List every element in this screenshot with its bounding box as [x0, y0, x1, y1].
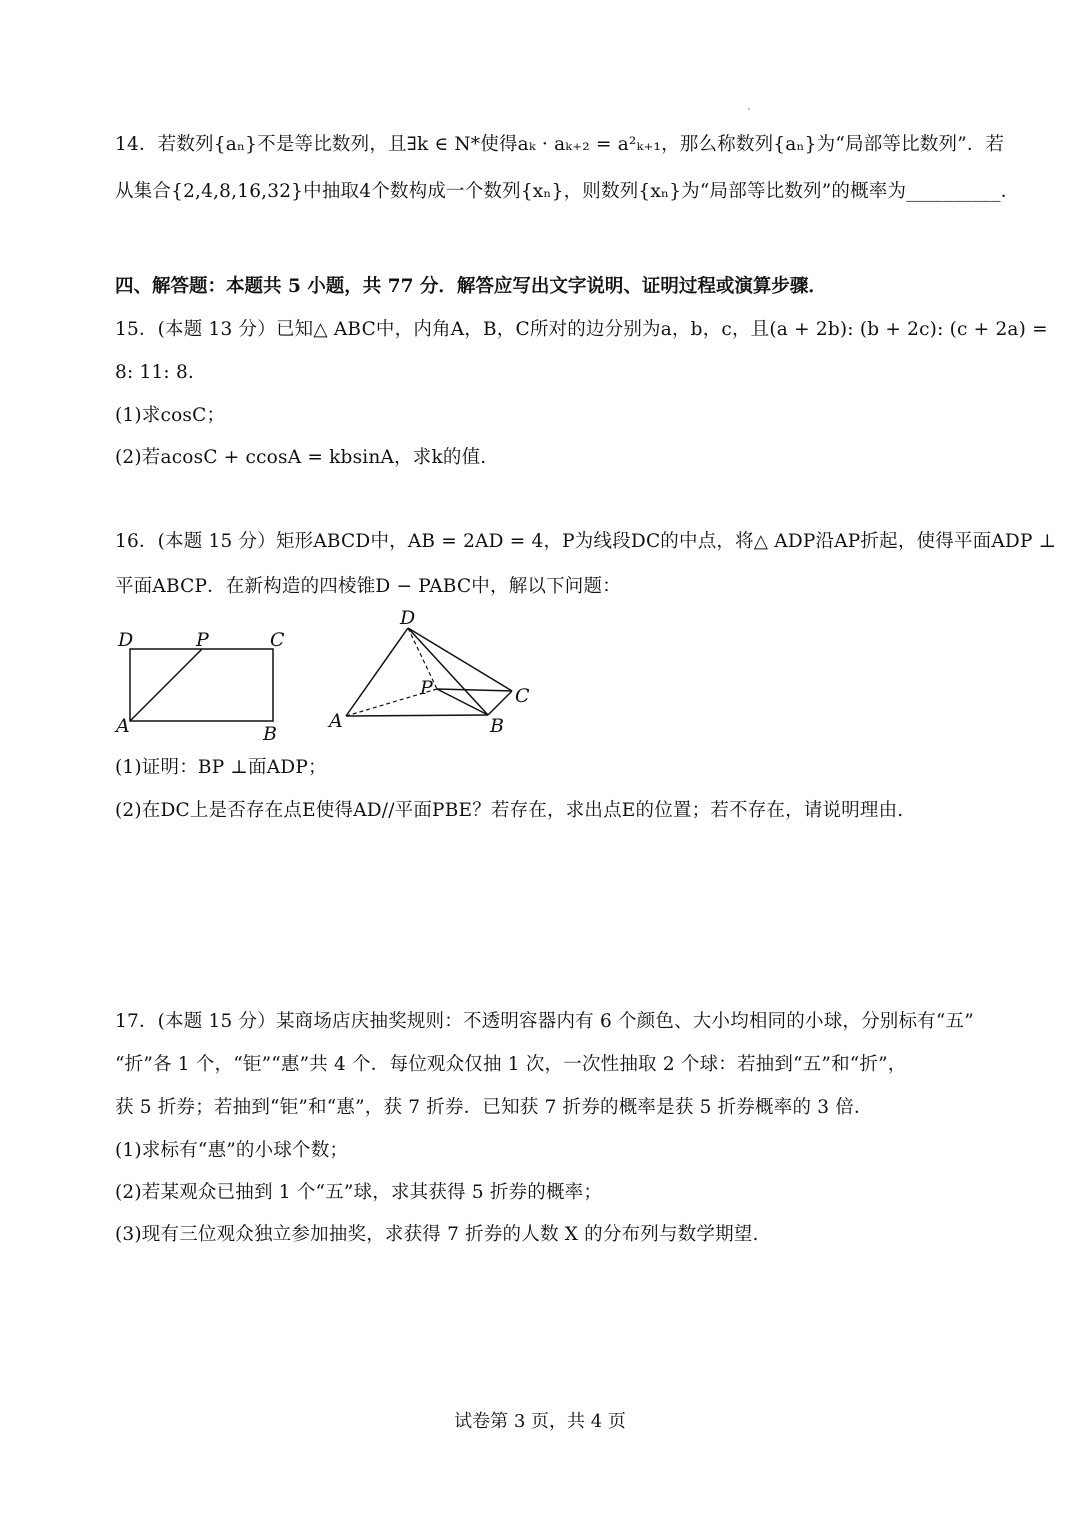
edge-da — [346, 628, 408, 716]
q17-line-1: 17．(本题 15 分）某商场店庆抽奖规则：不透明容器内有 6 个颜色、大小均相同的小球，分别标有“五” — [115, 1011, 974, 1032]
edge-db — [408, 628, 488, 715]
label-b: B — [263, 723, 277, 745]
q17-part-2: (2)若某观众已抽到 1 个“五”球，求其获得 5 折券的概率； — [115, 1182, 603, 1203]
label-a: A — [116, 715, 130, 737]
label-d: D — [118, 629, 134, 651]
q15-part-1: (1)求cosC； — [115, 405, 226, 426]
q17-part-3: (3)现有三位观众独立参加抽奖，求获得 7 折券的人数 X 的分布列与数学期望. — [115, 1224, 759, 1245]
q16-part-2: (2)在DC上是否存在点E使得AD//平面PBE？若存在，求出点E的位置；若不存在，请说明理由. — [115, 800, 904, 821]
segment-ap — [130, 649, 202, 721]
q17-line-2: “折”各 1 个，“钜”“惠”共 4 个．每位观众仅抽 1 次，一次性抽取 2 个球：若抽到“五”和“折”， — [115, 1054, 907, 1075]
q15-part-2: (2)若acosC + ccosA = kbsinA，求k的值. — [115, 447, 487, 468]
pyramid-figure — [320, 600, 540, 745]
label-c: C — [515, 685, 530, 707]
scan-speck — [748, 108, 750, 110]
page-footer: 试卷第 3 页，共 4 页 — [454, 1411, 626, 1432]
rectangle-figure — [110, 620, 300, 745]
q17-part-1: (1)求标有“惠”的小球个数； — [115, 1140, 349, 1161]
edge-pb — [437, 689, 488, 715]
label-d: D — [400, 607, 416, 629]
q17-line-3: 获 5 折券；若抽到“钜”和“惠”，获 7 折券．已知获 7 折券的概率是获 5 折券概率的 3 倍． — [115, 1097, 873, 1118]
q14-line-1: 14．若数列{aₙ}不是等比数列，且∃k ∈ N*使得aₖ · aₖ₊₂ = a²ₖ₊₁，那么称数列{aₙ}为“局部等比数列”．若 — [115, 134, 1005, 155]
label-p: P — [196, 629, 209, 651]
edge-pc — [437, 689, 512, 691]
label-c: C — [270, 629, 285, 651]
rectangle-abcd — [130, 649, 273, 721]
edge-bc — [488, 691, 512, 715]
section-heading: 四、解答题：本题共 5 小题，共 77 分．解答应写出文字说明、证明过程或演算步骤． — [115, 276, 827, 297]
edge-ab — [346, 715, 488, 716]
q16-line-2: 平面ABCP．在新构造的四棱锥D − PABC中，解以下问题： — [115, 576, 621, 597]
q15-line-2: 8: 11: 8. — [115, 362, 194, 383]
q16-line-1: 16．(本题 15 分）矩形ABCD中，AB = 2AD = 4，P为线段DC的中点，将△ ADP沿AP折起，使得平面ADP ⊥ — [115, 531, 1057, 552]
q16-part-1: (1)证明：BP ⊥面ADP； — [115, 757, 327, 778]
q15-line-1: 15．(本题 13 分）已知△ ABC中，内角A，B，C所对的边分别为a，b，c，且(a + 2b): (b + 2c): (c + 2a) = — [115, 319, 1048, 340]
label-p: P — [420, 677, 433, 699]
label-a: A — [329, 710, 343, 732]
label-b: B — [490, 715, 504, 737]
q14-line-2: 从集合{2,4,8,16,32}中抽取4个数构成一个数列{xₙ}，则数列{xₙ}为“局部等比数列”的概率为__________． — [115, 181, 1020, 202]
